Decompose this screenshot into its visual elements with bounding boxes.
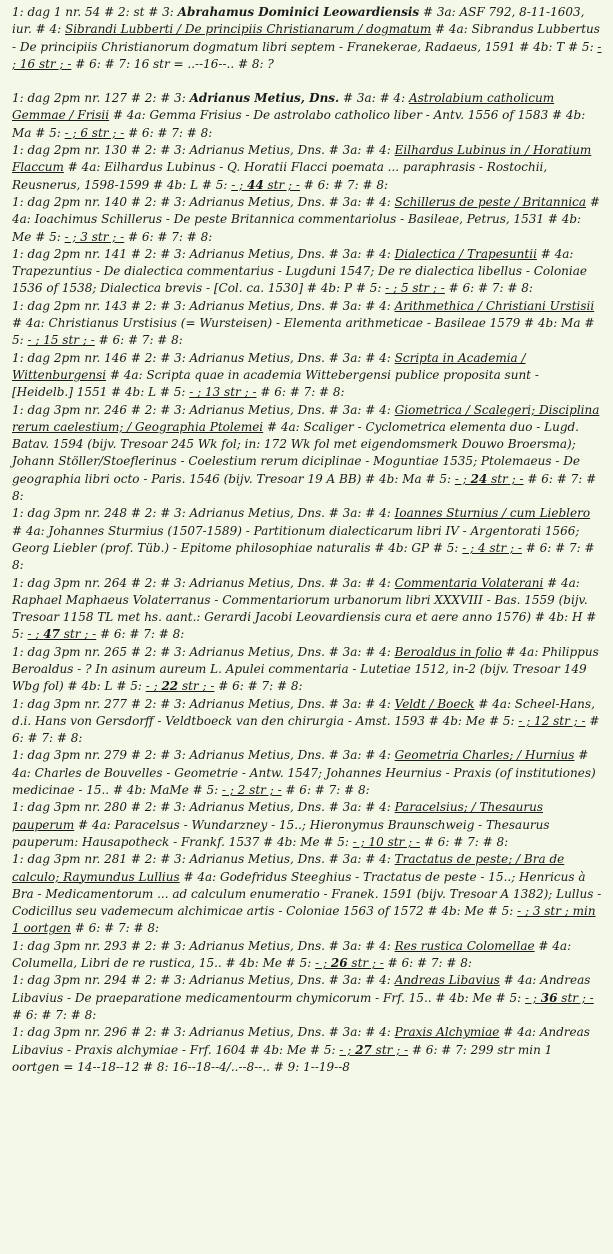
record-prefix: 1: dag 3pm nr. 296 # 2: # 3: Adrianus Metius, Dns. # 3a: # 4: — [12, 1025, 395, 1040]
book-description: # 4a: Godefridus Steeghius - Tractatus de peste - 15..; Henricus à Bra - Medicamentorum ... ad calculum enumeratio - Franek. 1591 (bijv. Tresoar A 1382); Lullus - Codicillus seu vademecum alchimicae artis - Coloniae 1563 of 1572 # 4b: Me # 5: — [12, 869, 602, 919]
book-description: # 4a: Scripta quae in academia Wittebergensi publice proposita sunt - [Heidelb.] 1551 # 4b: L # 5: — [12, 367, 539, 400]
price-field: - ; 24 str ; - — [454, 471, 524, 486]
record-prefix: 1: dag 3pm nr. 264 # 2: # 3: Adrianus Metius, Dns. # 3a: # 4: — [12, 575, 395, 590]
record-prefix: 1: dag 3pm nr. 246 # 2: # 3: Adrianus Metius, Dns. # 3a: # 4: — [12, 402, 395, 417]
auction-record — [12, 505, 603, 574]
price-amount: 27 — [355, 1042, 372, 1057]
price-field: - ; 13 str ; - — [189, 385, 257, 400]
auction-record — [12, 194, 603, 246]
record-prefix: 1: dag 3pm nr. 294 # 2: # 3: Adrianus Metius, Dns. # 3a: # 4: — [12, 973, 395, 988]
auction-record — [12, 90, 603, 142]
book-description: # 4a: Trapezuntius - De dialectica commentarius - Lugduni 1547; De re dialectica libellus - Coloniae 1536 of 1538; Dialectica brevis - [Col. ca. 1530] # 4b: P # 5: — [12, 246, 587, 296]
auction-record — [12, 1024, 603, 1076]
book-description: # 4a: Scaliger - Cyclometrica elementa duo - Lugd. Batav. 1594 (bijv. Tresoar 245 Wk fol; in: 172 Wk fol met eigendomsmerk Douwo Broersma); Johann Stöller/Stoeflerinus - Coelestium rerum diciplinae - Moguntiae 1535; Ptolemaeus - De geographia libri octo - Paris. 1546 (bijv. Tresoar 19 A BB) # 4b: Ma # 5: — [12, 419, 580, 486]
record-suffix: # 6: # 7: # 8: — [12, 1007, 97, 1022]
price-field: - ; 5 str ; - — [385, 281, 445, 296]
record-prefix: 1: dag 3pm nr. 248 # 2: # 3: Adrianus Metius, Dns. # 3a: # 4: — [12, 506, 395, 521]
record-location: # 3a: # 4: — [339, 91, 409, 106]
record-prefix: 1: dag 2pm nr. 127 # 2: # 3: — [12, 91, 190, 106]
price-field: - ; 36 str ; - — [525, 990, 594, 1005]
auction-record — [12, 644, 603, 696]
book-description: # 4a: Raphael Maphaeus Volaterranus - Commentariorum urbanorum libri XXXVIII - Bas. 1559 (bijv. Tresoar 1158 TL met hs. aant.: Gerardi Jacobi Leovardiensis cura et aere anno 1576) # 4b: H # 5: — [12, 575, 597, 642]
auction-record — [12, 972, 603, 1024]
record-prefix: 1: dag 3pm nr. 281 # 2: # 3: Adrianus Metius, Dns. # 3a: # 4: — [12, 852, 395, 867]
record-prefix: 1: dag 3pm nr. 293 # 2: # 3: Adrianus Metius, Dns. # 3a: # 4: — [12, 938, 395, 953]
record-suffix: # 6: # 7: # 8: — [12, 471, 597, 504]
auction-record — [12, 696, 603, 748]
price-field: - ; 44 str ; - — [231, 177, 300, 192]
record-suffix: # 6: # 7: 16 str = ..--16--.. # 8: ? — [71, 56, 274, 71]
auction-record — [12, 298, 603, 350]
book-description: # 4a: Sibrandus Lubbertus - De principiis Christianorum dogmatum libri septem - Franekerae, Radaeus, 1591 # 4b: T # 5: — [12, 22, 600, 54]
book-description: # 4a: Columella, Libri de re rustica, 15.. # 4b: Me # 5: — [12, 938, 572, 971]
book-title: Arithmethica / Christiani Urstisii — [394, 298, 595, 313]
auction-record — [12, 142, 603, 194]
book-title: Ioannes Sturnius / cum Lieblero — [394, 506, 591, 521]
price-field: - ; 3 str ; - — [64, 229, 125, 244]
record-suffix: # 6: # 7: # 8: — [70, 921, 160, 936]
record-suffix: # 6: # 7: # 8: — [94, 333, 183, 348]
price-field: - ; 12 str ; - — [518, 713, 586, 728]
auction-record — [12, 799, 603, 851]
buyer-name: Adrianus Metius, Dns. — [189, 91, 340, 106]
book-title: Geometria Charles; / Hurnius — [394, 748, 575, 763]
record-prefix: 1: dag 3pm nr. 280 # 2: # 3: Adrianus Metius, Dns. # 3a: # 4: — [12, 800, 395, 815]
book-title: Astrolabium catholicum Gemmae / Frisii — [12, 91, 555, 123]
book-title: Commentaria Volaterani — [394, 575, 544, 590]
record-suffix: # 6: # 7: # 8: — [124, 229, 213, 244]
record-prefix: 1: dag 3pm nr. 277 # 2: # 3: Adrianus Metius, Dns. # 3a: # 4: — [12, 696, 395, 711]
record-suffix: # 6: # 7: 299 str min 1 oortgen = 14--18--12 # 8: 16--18--4/..--8--.. # 9: 1--19--8 — [12, 1042, 553, 1074]
price-field: - ; 26 str ; - — [315, 956, 384, 971]
book-title: Res rustica Colomellae — [394, 938, 535, 953]
record-suffix: # 6: # 7: # 8: — [12, 713, 600, 746]
record-prefix: 1: dag 3pm nr. 279 # 2: # 3: Adrianus Metius, Dns. # 3a: # 4: — [12, 748, 395, 763]
price-field: - ; 15 str ; - — [27, 333, 95, 348]
auction-record — [12, 938, 603, 973]
record-spacer — [12, 73, 603, 90]
auction-record — [12, 4, 603, 73]
price-amount: 36 — [540, 990, 558, 1005]
price-field: - ; 3 str ; min 1 oortgen — [12, 904, 596, 936]
book-description: # 4a: Andreas Libavius - Praxis alchymiae - Frf. 1604 # 4b: Me # 5: — [12, 1025, 590, 1057]
record-suffix: # 6: # 7: # 8: — [12, 540, 595, 573]
book-description: # 4a: Andreas Libavius - De praeparatione medicamentourm chymicorum - Frf. 15.. # 4b: Me # 5: — [12, 973, 591, 1005]
record-prefix: 1: dag 2pm nr. 146 # 2: # 3: Adrianus Metius, Dns. # 3a: # 4: — [12, 350, 395, 365]
book-title: Beroaldus in folio — [394, 644, 502, 659]
book-title: Schillerus de peste / Britannica — [394, 194, 587, 209]
book-title: Dialectica / Trapesuntii — [394, 246, 537, 261]
price-field: - ; 4 str ; - — [462, 540, 522, 555]
price-amount: 22 — [161, 679, 179, 694]
book-description: # 4a: Gemma Frisius - De astrolabo catholico liber - Antv. 1556 of 1583 # 4b: Ma # 5: — [12, 108, 586, 140]
price-amount: 44 — [246, 177, 264, 192]
record-prefix: 1: dag 3pm nr. 265 # 2: # 3: Adrianus Metius, Dns. # 3a: # 4: — [12, 644, 395, 659]
record-prefix: 1: dag 2pm nr. 130 # 2: # 3: Adrianus Metius, Dns. # 3a: # 4: — [12, 143, 395, 158]
record-suffix: # 6: # 7: # 8: — [124, 125, 213, 140]
book-description: # 4a: Philippus Beroaldus - ? In asinum aureum L. Apulei commentaria - Lutetiae 1512, in-2 (bijv. Tresoar 149 Wbg fol) # 4b: L # 5: — [12, 644, 599, 694]
book-title: Scripta in Academia / Wittenburgensi — [12, 350, 526, 382]
book-description: # 4a: Johannes Sturmius (1507-1589) - Partitionum dialecticarum libri IV - Argentorati 1566; Georg Liebler (prof. Tüb.) - Epitome philosophiae naturalis # 4b: GP # 5: — [12, 523, 580, 555]
price-field: - ; 2 str ; - — [222, 783, 282, 798]
record-suffix: # 6: # 7: # 8: — [299, 177, 389, 192]
record-suffix: # 6: # 7: # 8: — [383, 956, 472, 971]
record-location: # 3a: ASF 792, 8-11-1603, iur. # 4: — [12, 5, 585, 37]
price-amount: 26 — [330, 956, 348, 971]
book-title: Andreas Libavius — [394, 973, 500, 988]
book-title: Giometrica / Scalegeri; Disciplina rerum caelestium; / Geographia Ptolemei — [12, 402, 600, 434]
book-description: # 4a: Charles de Bouvelles - Geometrie - Antw. 1547; Johannes Heurnius - Praxis (of institutiones) medicinae - 15.. # 4b: MaMe # 5: — [12, 748, 596, 798]
price-amount: 47 — [43, 627, 60, 642]
book-title: Praxis Alchymiae — [394, 1025, 500, 1040]
auction-record — [12, 747, 603, 799]
record-prefix: 1: dag 2pm nr. 143 # 2: # 3: Adrianus Metius, Dns. # 3a: # 4: — [12, 298, 395, 313]
book-description: # 4a: Eilhardus Lubinus - Q. Horatii Flacci poemata ... paraphrasis - Rostochii, Reusnerus, 1598-1599 # 4b: L # 5: — [12, 160, 548, 192]
record-suffix: # 6: # 7: # 8: — [420, 834, 509, 849]
record-suffix: # 6: # 7: # 8: — [256, 385, 345, 400]
auction-record — [12, 575, 603, 644]
price-field: - ; 16 str ; - — [12, 39, 602, 71]
price-field: - ; 22 str ; - — [145, 679, 215, 694]
record-prefix: 1: dag 1 nr. 54 # 2: st # 3: — [12, 5, 178, 19]
record-suffix: # 6: # 7: # 8: — [96, 627, 185, 642]
price-field: - ; 27 str ; - — [339, 1042, 409, 1057]
book-description: # 4a: Christianus Urstisius (= Wursteisen) - Elementa arithmeticae - Basileae 1579 # 4b: Ma # 5: — [12, 316, 595, 348]
book-description: # 4a: Scheel-Hans, d.i. Hans von Gersdorff - Veldtboeck van den chirurgia - Amst. 1593 # 4b: Me # 5: — [12, 696, 595, 728]
record-suffix: # 6: # 7: # 8: — [214, 679, 303, 694]
auction-record — [12, 350, 603, 402]
book-title: Eilhardus Lubinus in / Horatium Flaccum — [12, 143, 592, 175]
price-field: - ; 6 str ; - — [64, 125, 125, 140]
record-prefix: 1: dag 2pm nr. 140 # 2: # 3: Adrianus Metius, Dns. # 3a: # 4: — [12, 194, 395, 209]
book-description: # 4a: Paracelsus - Wundarzney - 15..; Hieronymus Braunschweig - Thesaurus pauperum: Hausapotheck - Frankf. 1537 # 4b: Me # 5: — [12, 817, 550, 849]
book-description: # 4a: Ioachimus Schillerus - De peste Britannica commentariolus - Basileae, Petrus, 1531 # 4b: Me # 5: — [12, 194, 600, 244]
price-field: - ; 47 str ; - — [27, 627, 97, 642]
price-field: - ; 10 str ; - — [352, 834, 421, 849]
book-title: Sibrandi Lubberti / De principiis Christianarum / dogmatum — [64, 22, 432, 37]
book-title: Tractatus de peste; / Bra de calculo; Raymundus Lullius — [12, 852, 565, 884]
book-title: Veldt / Boeck — [394, 696, 475, 711]
auction-record — [12, 402, 603, 506]
book-title: Paracelsius; / Thesaurus pauperum — [12, 800, 543, 832]
auction-record — [12, 851, 603, 937]
record-suffix: # 6: # 7: # 8: — [444, 281, 533, 296]
record-suffix: # 6: # 7: # 8: — [281, 783, 370, 798]
auction-record — [12, 246, 603, 298]
record-prefix: 1: dag 2pm nr. 141 # 2: # 3: Adrianus Metius, Dns. # 3a: # 4: — [12, 246, 395, 261]
price-amount: 24 — [470, 471, 488, 486]
buyer-name: Abrahamus Dominici Leowardiensis — [177, 5, 420, 19]
